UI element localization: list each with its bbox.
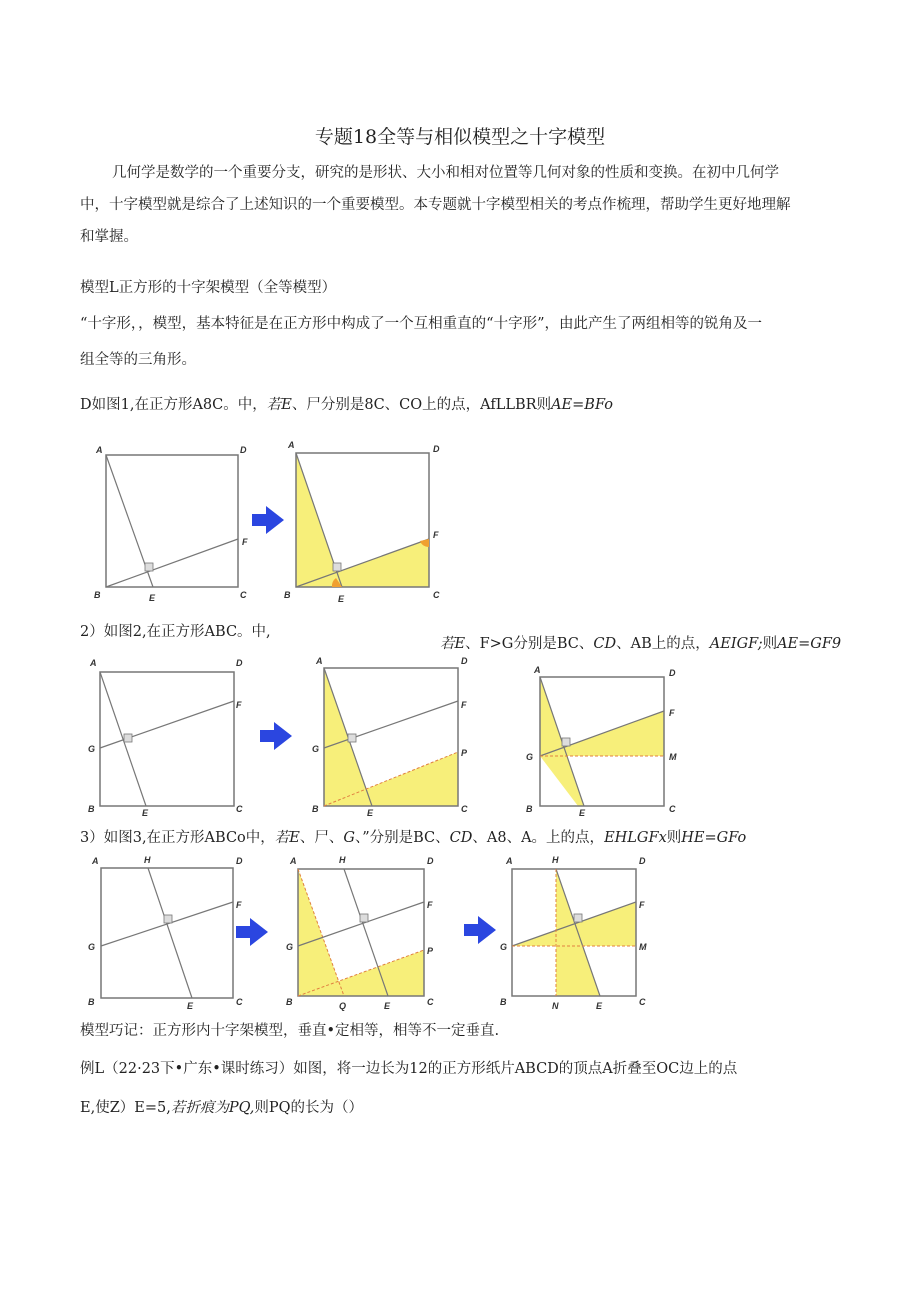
label-F: F (669, 708, 675, 718)
label-A: A (96, 445, 103, 455)
example-part-c: 则PQ的长为（） (254, 1100, 364, 1116)
label-F: F (236, 900, 242, 910)
label-P: P (461, 748, 468, 758)
label-H: H (552, 855, 559, 865)
case2-text-left: 2）如图2,在正方形ABC。中, (80, 624, 271, 640)
label-C: C (427, 997, 434, 1007)
case3-part-i: 则 (666, 830, 682, 846)
label-C: C (236, 997, 243, 1007)
model-tip: 模型巧记：正方形内十字架模型，垂直•定相等，相等不一定垂直. (80, 1023, 500, 1039)
label-G: G (312, 744, 320, 754)
case2-part-d: 、AB上的点， (616, 636, 710, 652)
case1-part-c: 、尸分别是8C、CO上的点，AfLLBR则 (291, 397, 552, 413)
label-F: F (461, 700, 467, 710)
example-part-a: E,使Z）E=5, (80, 1100, 171, 1116)
label-Q: Q (339, 1001, 347, 1011)
label-B: B (88, 804, 95, 814)
label-E: E (367, 808, 374, 818)
label-F: F (433, 530, 439, 540)
figure-2-right-square (526, 665, 677, 818)
label-C: C (240, 590, 247, 600)
label-D: D (427, 856, 434, 866)
label-D: D (461, 656, 468, 666)
case2-text-right (440, 634, 841, 655)
intro-line-3: 和掌握。 (80, 229, 138, 245)
model1-desc-line-2: 组全等的三角形。 (80, 352, 196, 368)
label-C: C (236, 804, 243, 814)
case1-part-a: D如图1,在正方形A8C。中， (80, 397, 267, 413)
label-E: E (384, 1001, 391, 1011)
label-B: B (286, 997, 293, 1007)
figure-2-middle-square (312, 656, 468, 818)
case2-part-a: 若E (440, 636, 466, 652)
figure-1-right-square (284, 440, 440, 604)
label-B: B (88, 997, 95, 1007)
label-E: E (579, 808, 586, 818)
label-D: D (236, 856, 243, 866)
example-line-1: 例L（22·23下•广东•课时练习）如图，将一边长为12的正方形纸片ABCD的顶点A折叠至OC边上的点 (80, 1061, 738, 1077)
case3-part-g: 、A8、A。上的点， (472, 830, 605, 846)
label-D: D (240, 445, 247, 455)
label-G: G (526, 752, 534, 762)
case3-part-h: EHLGFx (604, 830, 667, 846)
case3-part-f: CD (449, 830, 473, 846)
case1-part-b: 若E (266, 397, 292, 413)
example-part-b: 若折痕为PQ, (170, 1100, 255, 1116)
label-C: C (669, 804, 676, 814)
label-F: F (427, 900, 433, 910)
label-F: F (236, 700, 242, 710)
case3-text (80, 828, 746, 849)
case3-part-j: HE=GFo (681, 830, 747, 846)
label-A: A (288, 440, 295, 450)
label-N: N (552, 1001, 559, 1011)
case1-part-d: AE=BFo (551, 397, 613, 413)
case2-part-f: 则 (762, 636, 778, 652)
model1-heading: 模型L正方形的十字架模型（全等模型） (80, 280, 337, 296)
label-M: M (639, 942, 647, 952)
figure-3 (86, 852, 666, 1012)
figure-1-arrow (252, 506, 284, 534)
figure-3-arrow-2 (464, 916, 496, 944)
figure-2-left-square (88, 658, 243, 818)
label-G: G (88, 744, 96, 754)
example-line-2 (80, 1098, 363, 1119)
label-B: B (94, 590, 101, 600)
figure-2-arrow-1 (260, 722, 292, 750)
page-title: 专题18全等与相似模型之十字模型 (314, 126, 606, 148)
figure-3-arrow-1 (236, 918, 268, 946)
label-H: H (144, 855, 151, 865)
case3-part-a: 3）如图3,在正方形ABCo中， (80, 830, 275, 846)
figure-1 (90, 440, 450, 610)
figure-3-left-square (88, 855, 243, 1011)
label-D: D (669, 668, 676, 678)
case3-part-b: 若E (274, 830, 300, 846)
label-A: A (506, 856, 513, 866)
label-D: D (639, 856, 646, 866)
label-C: C (433, 590, 440, 600)
label-M: M (669, 752, 677, 762)
label-A: A (90, 658, 97, 668)
case3-part-c: 、尸、 (299, 830, 344, 846)
label-B: B (312, 804, 319, 814)
model1-desc-line-1: “十字形，，模型，基本特征是在正方形中构成了一个互相重直的“十字形”，由此产生了两组相等的锐角及一 (80, 316, 762, 332)
case1-text (80, 395, 613, 416)
intro-line-1: 几何学是数学的一个重要分支，研究的是形状、大小和相对位置等几何对象的性质和变换。在初中几何学 (112, 165, 779, 181)
label-A: A (290, 856, 297, 866)
label-B: B (284, 590, 291, 600)
label-G: G (286, 942, 294, 952)
label-C: C (461, 804, 468, 814)
case2-part-e: AEIGF; (709, 636, 763, 652)
label-G: G (88, 942, 96, 952)
case3-part-d: G (343, 830, 355, 846)
label-H: H (339, 855, 346, 865)
label-A: A (316, 656, 323, 666)
label-E: E (596, 1001, 603, 1011)
label-E: E (142, 808, 149, 818)
label-P: P (427, 946, 434, 956)
label-F: F (242, 537, 248, 547)
label-F: F (639, 900, 645, 910)
label-D: D (433, 444, 440, 454)
label-A: A (92, 856, 99, 866)
case3-part-e: 、”分别是BC、 (354, 830, 450, 846)
case2-part-g: AE=GF9 (777, 636, 842, 652)
case2-part-b: 、F>G分别是BC、 (465, 636, 594, 652)
intro-paragraph (80, 163, 850, 248)
label-E: E (338, 594, 345, 604)
case2-part-c: CD (593, 636, 617, 652)
figure-1-left-square (94, 445, 248, 603)
label-D: D (236, 658, 243, 668)
intro-line-2: 中，十字模型就是综合了上述知识的一个重要模型。本专题就十字模型相关的考点作梳理，帮助学生更好地理解 (80, 197, 791, 213)
label-G: G (500, 942, 508, 952)
label-A: A (534, 665, 541, 675)
figure-3-right-square (500, 855, 647, 1011)
figure-2 (86, 654, 706, 822)
label-E: E (149, 593, 156, 603)
figure-3-middle-square (286, 855, 434, 1011)
label-B: B (500, 997, 507, 1007)
label-E: E (187, 1001, 194, 1011)
label-C: C (639, 997, 646, 1007)
label-B: B (526, 804, 533, 814)
